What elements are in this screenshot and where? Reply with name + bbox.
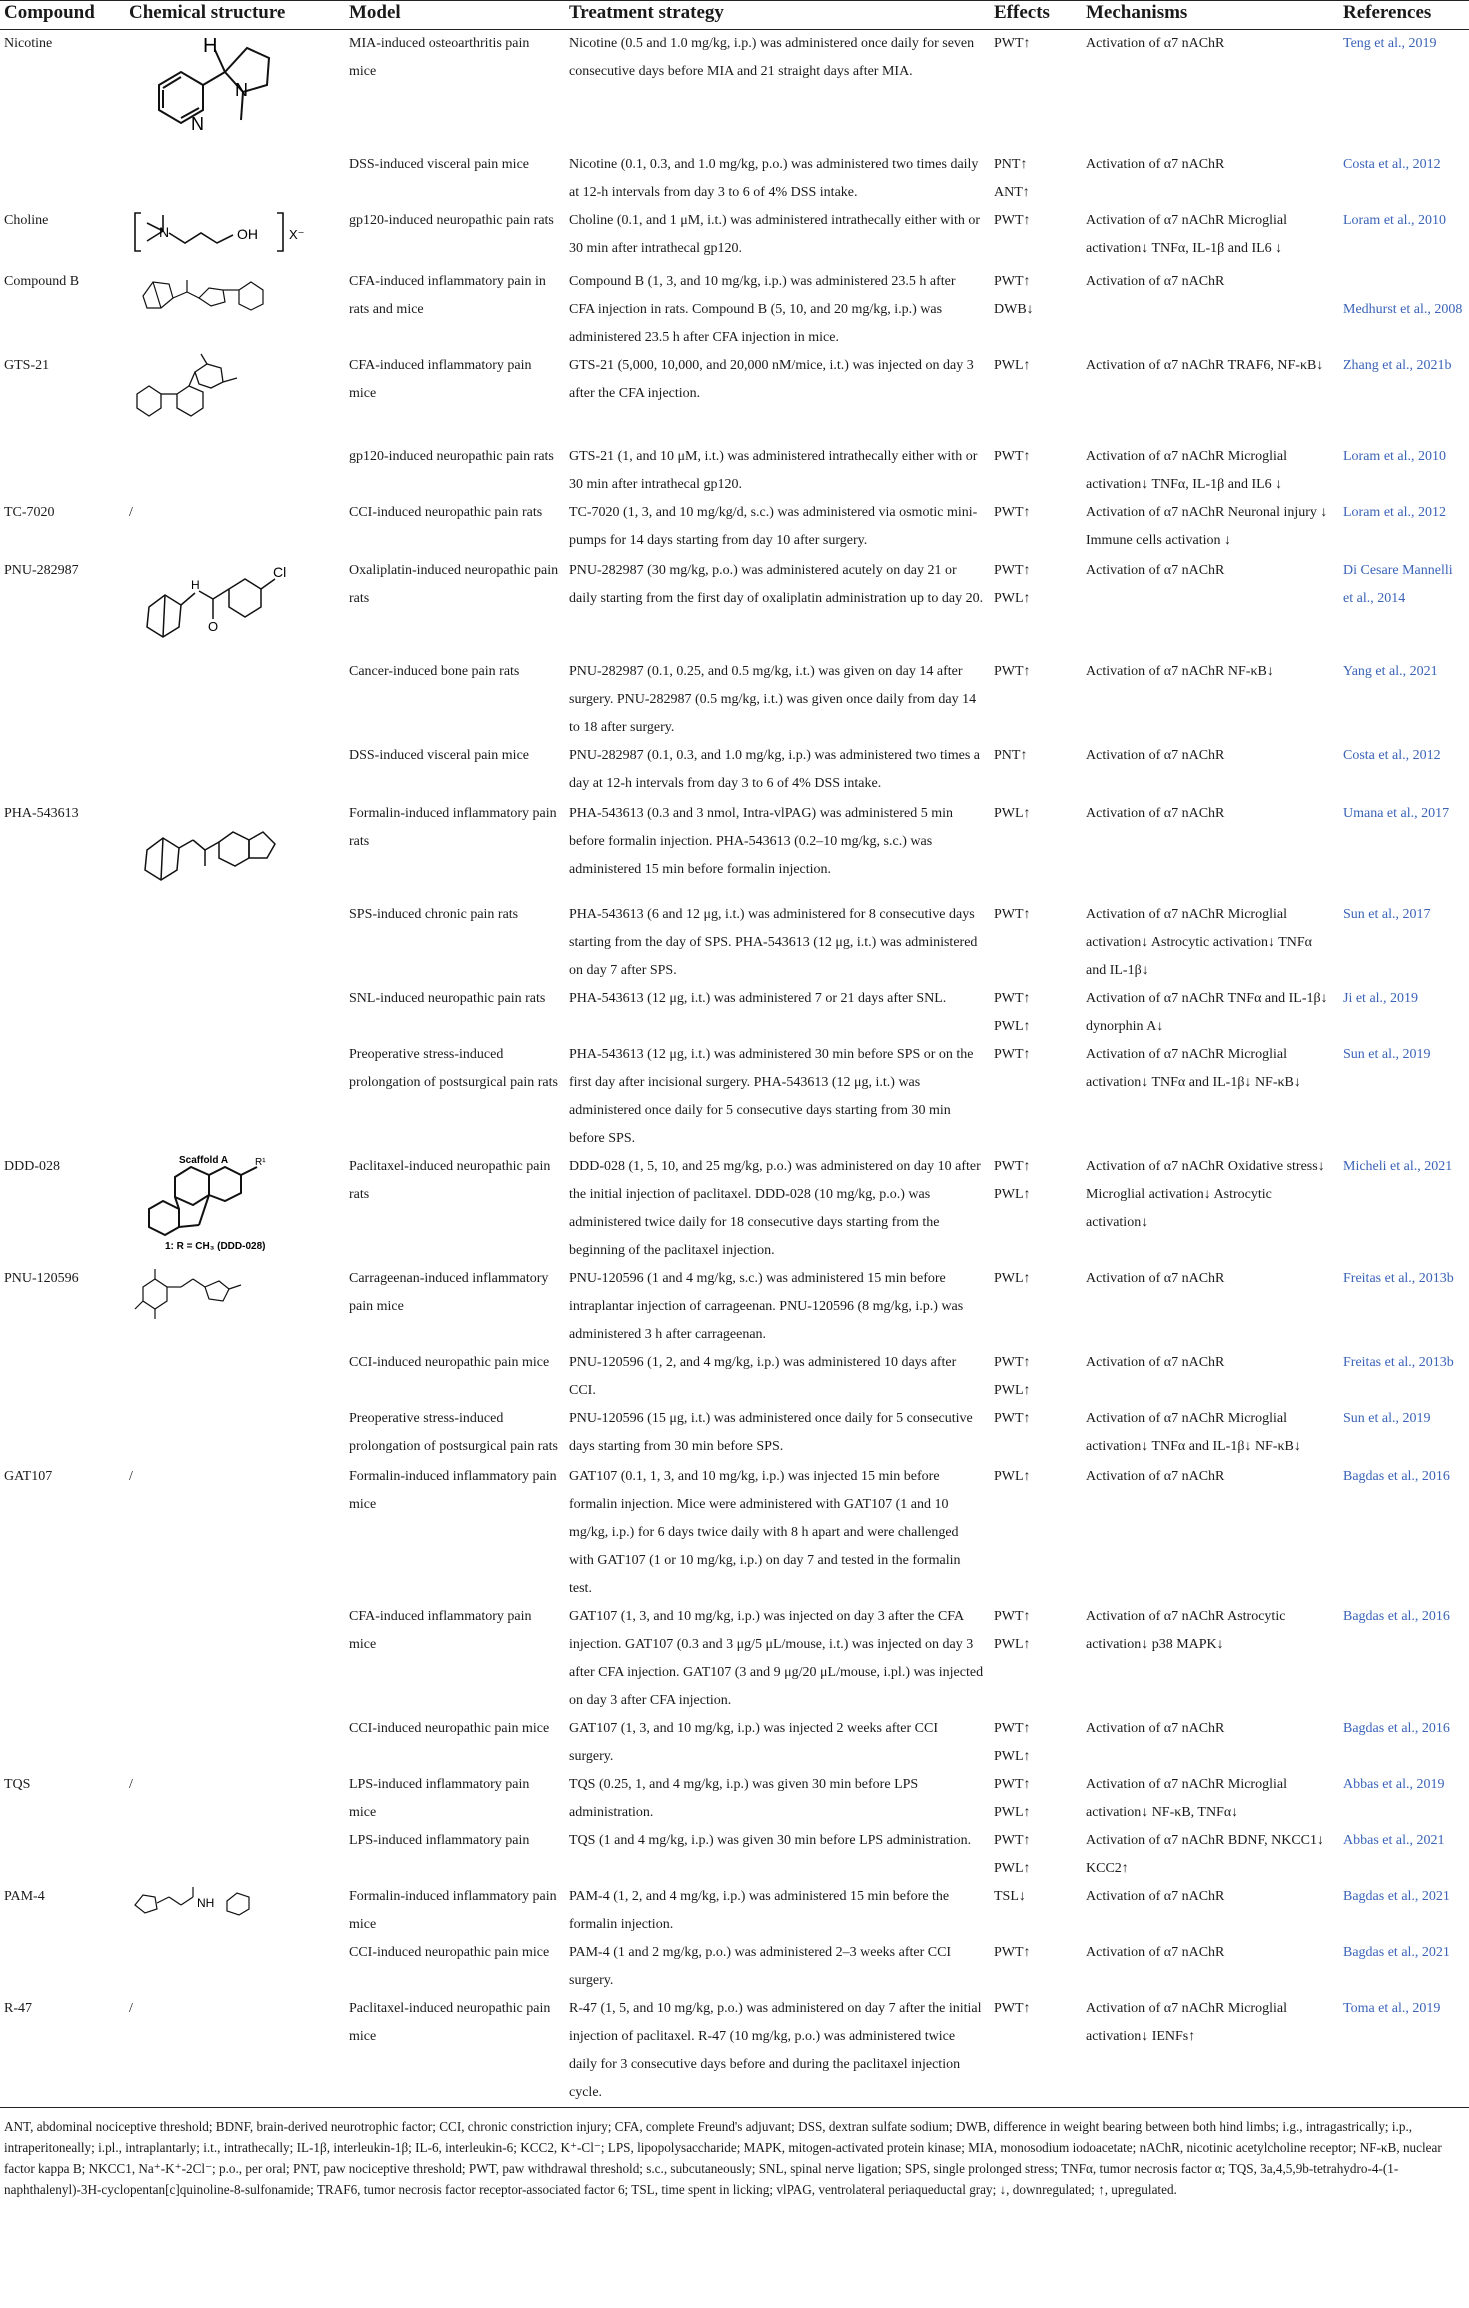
treatment-cell: R-47 (1, 5, and 10 mg/kg, p.o.) was administered on day 7 after the initial injection of paclitaxel. R-47 (10 mg/kg, p.o.) was administered twice daily for 3 consecutive days before and during the paclitaxel injection cycle. <box>569 2001 982 2100</box>
chemical-structure-cell <box>125 1405 345 1463</box>
effects-cell: PWT↑ PWL↑ <box>994 1159 1031 1202</box>
compound-b-structure-drawing <box>129 268 329 318</box>
model-cell: Formalin-induced inflammatory pain mice <box>349 1469 557 1512</box>
table-row <box>0 1995 1469 2107</box>
effects-cell: PWT↑ PWL↑ <box>994 1833 1031 1876</box>
treatment-cell: TQS (0.25, 1, and 4 mg/kg, i.p.) was given 30 min before LPS administration. <box>569 1777 919 1820</box>
table-row <box>0 1771 1469 1827</box>
reference-link[interactable]: Freitas et al., 2013b <box>1343 1271 1454 1286</box>
table-footnote: ANT, abdominal nociceptive threshold; BDNF, brain-derived neurotrophic factor; CCI, chronic constriction injury; CFA, complete Freund's adjuvant; DSS, dextran sulfate sodium; DWB, difference in weight bearing between both hind limbs; i.g., intragastrically; i.p., intraperitoneally; i.pl., intraplantarly; i.t., intrathecally; IL-1β, interleukin-1β; IL-6, interleukin-6; KCC2, K⁺-Cl⁻; LPS, lipopolysaccharide; MAPK, mitogen-activated protein kinase; MIA, monosodium iodoacetate; nAChR, nicotinic acetylcholine receptor; NF-κB, nuclear factor kappa B; NKCC1, Na⁺-K⁺-2Cl⁻; p.o., per oral; PNT, paw nociceptive threshold; PWT, paw withdrawal threshold; s.c., subcutaneously; SNL, spinal nerve ligation; SPS, single prolonged stress; TNFα, tumor necrosis factor α; TQS, 3a,4,5,9b-tetrahydro-4-(1-naphthalenyl)-3H-cyclopentan[c]quinoline-8-sulfonamide; TRAF6, tumor necrosis factor receptor-associated factor 6; TSL, time spent in licking; vlPAG, ventrolateral periaqueductal gray; ↓, downregulated; ↑, upregulated. <box>0 2107 1469 2200</box>
table-row <box>0 1603 1469 1715</box>
pnu-282987-structure-drawing <box>129 557 329 647</box>
table-row <box>0 1463 1469 1603</box>
chemical-structure-cell: / <box>129 505 133 520</box>
effects-cell: PWT↑ <box>994 449 1031 464</box>
mechanisms-cell: Activation of α7 nAChR <box>1086 274 1225 289</box>
table-row <box>0 557 1469 658</box>
effects-cell: PWT↑ <box>994 213 1031 228</box>
table-row <box>0 901 1469 985</box>
ddd-r-label: R¹ <box>255 1157 266 1168</box>
nicotine-h-label: H <box>203 35 218 57</box>
chemical-structure-cell <box>125 207 345 268</box>
effects-cell: PWT↑ <box>994 907 1031 922</box>
table-row <box>0 742 1469 800</box>
model-cell: gp120-induced neuropathic pain rats <box>349 449 554 464</box>
compound-cell <box>0 443 125 499</box>
compound-cell <box>0 1349 125 1405</box>
pam-4-structure-drawing <box>129 1883 329 1923</box>
gts-21-structure-drawing <box>129 352 329 432</box>
table-row <box>0 1265 1469 1349</box>
svg-text:X⁻: X⁻ <box>289 227 305 242</box>
chemical-structure-cell <box>125 1265 345 1349</box>
compound-cell <box>0 1041 125 1153</box>
table-row <box>0 151 1469 207</box>
model-cell: Formalin-induced inflammatory pain mice <box>349 1889 557 1932</box>
chemical-structure-cell <box>125 30 345 152</box>
chemical-structure-cell <box>125 800 345 901</box>
chemical-structure-cell <box>125 1349 345 1405</box>
treatment-cell: DDD-028 (1, 5, 10, and 25 mg/kg, p.o.) was administered on day 10 after the initial injection of paclitaxel. DDD-028 (10 mg/kg, p.o.) was administered twice daily for 18 consecutive days starting from the beginning of the paclitaxel injection. <box>569 1159 981 1258</box>
table-row <box>0 268 1469 352</box>
model-cell: gp120-induced neuropathic pain rats <box>349 213 554 228</box>
nicotine-pyridine-n-label: N <box>191 114 204 134</box>
effects-cell: PWT↑ PWL↑ <box>994 1609 1031 1652</box>
mechanisms-cell: Activation of α7 nAChR <box>1086 1721 1225 1736</box>
table-row <box>0 499 1469 557</box>
table-row <box>0 1153 1469 1265</box>
chemical-structure-cell <box>125 1041 345 1153</box>
model-cell: DSS-induced visceral pain mice <box>349 157 530 172</box>
compound-cell <box>0 985 125 1041</box>
ddd-scaffold-label: Scaffold A <box>179 1155 229 1166</box>
treatment-cell: PNU-120596 (15 μg, i.t.) was administered once daily for 5 consecutive days starting from 30 min before SPS. <box>569 1411 973 1454</box>
mechanisms-cell: Activation of α7 nAChR TRAF6, NF-κB↓ <box>1086 358 1324 373</box>
model-cell: CFA-induced inflammatory pain in rats and mice <box>349 274 546 317</box>
treatment-cell: GTS-21 (1, and 10 μM, i.t.) was administered intrathecally either with or 30 min after intrathecal gp120. <box>569 449 978 492</box>
reference-link[interactable]: Bagdas et al., 2016 <box>1343 1469 1450 1484</box>
compound-cell: TC-7020 <box>4 505 55 520</box>
model-cell: LPS-induced inflammatory pain mice <box>349 1777 530 1820</box>
compound-cell: DDD-028 <box>4 1159 60 1174</box>
mechanisms-cell: Activation of α7 nAChR <box>1086 157 1225 172</box>
model-cell: MIA-induced osteoarthritis pain mice <box>349 36 530 79</box>
effects-cell: PWT↑ <box>994 664 1031 679</box>
treatment-cell: PNU-120596 (1 and 4 mg/kg, s.c.) was administered 15 min before intraplantar injection of carrageenan. PNU-120596 (8 mg/kg, i.p.) was administered 3 h after carrageenan. <box>569 1271 964 1342</box>
table-row <box>0 1349 1469 1405</box>
treatment-cell: PNU-120596 (1, 2, and 4 mg/kg, i.p.) was administered 10 days after CCI. <box>569 1355 957 1398</box>
treatment-cell: Compound B (1, 3, and 10 mg/kg, i.p.) was administered 23.5 h after CFA injection in rats. Compound B (5, 10, and 20 mg/kg, i.p.) was administered 23.5 h after CFA injection in mice. <box>569 274 956 345</box>
chemical-structure-cell <box>125 1715 345 1771</box>
compound-cell <box>0 1603 125 1715</box>
treatment-cell: TC-7020 (1, 3, and 10 mg/kg/d, s.c.) was administered via osmotic mini-pumps for 14 days starting from day 10 after surgery. <box>569 505 978 548</box>
chemical-structure-cell <box>125 1939 345 1995</box>
effects-cell: PWT↑ PWL↑ <box>994 1777 1031 1820</box>
mechanisms-cell: Activation of α7 nAChR Microglial activation↓ Astrocytic activation↓ TNFα and IL-1β↓ <box>1086 907 1312 978</box>
mechanisms-cell: Activation of α7 nAChR <box>1086 1945 1225 1960</box>
svg-text:H: H <box>191 578 200 592</box>
compound-cell <box>0 151 125 207</box>
reference-link[interactable]: Sun et al., 2019 <box>1343 1047 1431 1062</box>
chemical-structure-cell <box>125 985 345 1041</box>
model-cell: CCI-induced neuropathic pain mice <box>349 1355 550 1370</box>
reference-link[interactable]: Loram et al., 2012 <box>1343 505 1447 520</box>
reference-link[interactable]: Micheli et al., 2021 <box>1343 1159 1453 1174</box>
model-cell: Paclitaxel-induced neuropathic pain rats <box>349 1159 551 1202</box>
header-compound: Compound <box>0 1 125 30</box>
ddd-028-structure-drawing <box>129 1153 329 1253</box>
reference-link[interactable]: Costa et al., 2012 <box>1343 157 1441 172</box>
model-cell: DSS-induced visceral pain mice <box>349 748 530 763</box>
effects-cell: PWT↑ <box>994 505 1031 520</box>
ddd-caption: 1: R = CH₃ (DDD-028) <box>165 1241 266 1252</box>
treatment-cell: PHA-543613 (0.3 and 3 nmol, Intra-vlPAG) was administered 5 min before formalin injection. PHA-543613 (0.2–10 mg/kg, s.c.) was administered 15 min before formalin injection. <box>569 806 954 877</box>
compound-cell: TQS <box>4 1777 31 1792</box>
reference-link[interactable]: Umana et al., 2017 <box>1343 806 1450 821</box>
compound-cell <box>0 1827 125 1883</box>
effects-cell: TSL↓ <box>994 1889 1026 1904</box>
model-cell: CCI-induced neuropathic pain mice <box>349 1721 550 1736</box>
compound-cell <box>0 742 125 800</box>
treatment-cell: PNU-282987 (0.1, 0.25, and 0.5 mg/kg, i.t.) was given on day 14 after surgery. PNU-282987 (0.5 mg/kg, i.t.) was given once daily from day 14 to 18 after surgery. <box>569 664 977 735</box>
reference-link[interactable]: Loram et al., 2010 <box>1343 213 1447 228</box>
model-cell: Cancer-induced bone pain rats <box>349 664 520 679</box>
treatment-cell: PHA-543613 (6 and 12 μg, i.t.) was administered for 8 consecutive days starting from the day of SPS. PHA-543613 (12 μg, i.t.) was administered on day 7 after SPS. <box>569 907 978 978</box>
pha-543613-structure-drawing <box>129 800 329 890</box>
header-effects: Effects <box>990 1 1082 30</box>
pnu-282987-cl-label: Cl <box>273 564 287 580</box>
model-cell: SNL-induced neuropathic pain rats <box>349 991 546 1006</box>
table-row <box>0 1939 1469 1995</box>
reference-link[interactable]: Teng et al., 2019 <box>1343 36 1437 51</box>
mechanisms-cell: Activation of α7 nAChR Astrocytic activation↓ p38 MAPK↓ <box>1086 1609 1286 1652</box>
mechanisms-cell: Activation of α7 nAChR Oxidative stress↓ Microglial activation↓ Astrocytic activation↓ <box>1086 1159 1325 1230</box>
treatment-cell: GTS-21 (5,000, 10,000, and 20,000 nM/mice, i.t.) was injected on day 3 after the CFA injection. <box>569 358 974 401</box>
reference-link[interactable]: Toma et al., 2019 <box>1343 2001 1441 2016</box>
table-row <box>0 1041 1469 1153</box>
chemical-structure-cell <box>125 1827 345 1883</box>
effects-cell: PWT↑ <box>994 2001 1031 2016</box>
svg-text:N: N <box>159 224 170 240</box>
pam-4-nh-label: NH <box>197 1896 215 1910</box>
model-cell: CFA-induced inflammatory pain mice <box>349 1609 532 1652</box>
header-row <box>0 1 1469 30</box>
treatment-cell: GAT107 (0.1, 1, 3, and 10 mg/kg, i.p.) was injected 15 min before formalin injection. Mice were administered with GAT107 (1 and 10 mg/kg, i.p.) for 6 days twice daily with 8 h apart and were challenged with GAT107 (1 or 10 mg/kg, i.p.) on day 7 and tested in the formalin test. <box>569 1469 961 1596</box>
header-model: Model <box>345 1 565 30</box>
compound-cell: R-47 <box>4 2001 32 2016</box>
compound-cell: PNU-282987 <box>4 563 79 578</box>
mechanisms-cell: Activation of α7 nAChR Microglial activation↓ TNFα and IL-1β↓ NF-κB↓ <box>1086 1411 1301 1454</box>
reference-link[interactable]: Abbas et al., 2019 <box>1343 1777 1445 1792</box>
mechanisms-cell: Activation of α7 nAChR BDNF, NKCC1↓ KCC2↑ <box>1086 1833 1324 1876</box>
mechanisms-cell: Activation of α7 nAChR <box>1086 1355 1225 1370</box>
chemical-structure-cell <box>125 901 345 985</box>
reference-link[interactable]: Yang et al., 2021 <box>1343 664 1438 679</box>
chemical-structure-cell: / <box>129 1777 133 1792</box>
mechanisms-cell: Activation of α7 nAChR NF-κB↓ <box>1086 664 1274 679</box>
table-row <box>0 1405 1469 1463</box>
effects-cell: PWT↑ PWL↑ <box>994 1721 1031 1764</box>
compound-cell: Choline <box>4 213 49 228</box>
header-mechanisms: Mechanisms <box>1082 1 1339 30</box>
reference-link[interactable]: Costa et al., 2012 <box>1343 748 1441 763</box>
chemical-structure-cell <box>125 742 345 800</box>
chemical-structure-cell <box>125 268 345 352</box>
treatment-cell: PHA-543613 (12 μg, i.t.) was administered 7 or 21 days after SNL. <box>569 991 947 1006</box>
chemical-structure-cell: / <box>129 2001 133 2016</box>
treatment-cell: PNU-282987 (30 mg/kg, p.o.) was administered acutely on day 21 or daily starting from the first day of oxaliplatin administration up to day 20. <box>569 563 984 606</box>
mechanisms-cell: Activation of α7 nAChR <box>1086 1271 1225 1286</box>
compound-cell: GAT107 <box>4 1469 53 1484</box>
compound-cell <box>0 1715 125 1771</box>
header-references: References <box>1339 1 1469 30</box>
treatment-cell: TQS (1 and 4 mg/kg, i.p.) was given 30 min before LPS administration. <box>569 1833 972 1848</box>
effects-cell: PWL↑ <box>994 1469 1031 1484</box>
mechanisms-cell: Activation of α7 nAChR <box>1086 563 1225 578</box>
chemical-structure-cell <box>125 557 345 658</box>
mechanisms-cell: Activation of α7 nAChR Microglial activation↓ IENFs↑ <box>1086 2001 1287 2044</box>
choline-structure-drawing <box>129 207 329 257</box>
chemical-structure-cell: / <box>129 1469 133 1484</box>
reference-link[interactable]: Sun et al., 2019 <box>1343 1411 1431 1426</box>
compound-cell: PNU-120596 <box>4 1271 79 1286</box>
table-row <box>0 352 1469 443</box>
chemical-structure-cell <box>125 1883 345 1939</box>
effects-cell: PWT↑ DWB↓ <box>994 274 1034 317</box>
compound-cell: Compound B <box>4 274 80 289</box>
model-cell: Formalin-induced inflammatory pain rats <box>349 806 557 849</box>
effects-cell: PWT↑ PWL↑ <box>994 563 1031 606</box>
effects-cell: PWT↑ PWL↑ <box>994 991 1031 1034</box>
mechanisms-cell: Activation of α7 nAChR Microglial activation↓ TNFα and IL-1β↓ NF-κB↓ <box>1086 1047 1301 1090</box>
table-row <box>0 1715 1469 1771</box>
effects-cell: PWT↑ PWL↑ <box>994 1355 1031 1398</box>
compound-cell <box>0 901 125 985</box>
header-chemical-structure: Chemical structure <box>125 1 345 30</box>
reference-link[interactable]: Sun et al., 2017 <box>1343 907 1431 922</box>
svg-text:O: O <box>208 619 219 634</box>
treatment-cell: PAM-4 (1 and 2 mg/kg, p.o.) was administered 2–3 weeks after CCI surgery. <box>569 1945 952 1988</box>
compound-cell: PHA-543613 <box>4 806 79 821</box>
model-cell: Preoperative stress-induced prolongation of postsurgical pain rats <box>349 1411 558 1454</box>
model-cell: LPS-induced inflammatory pain <box>349 1833 530 1848</box>
chemical-structure-cell <box>125 352 345 443</box>
table-row <box>0 658 1469 742</box>
reference-link[interactable]: Freitas et al., 2013b <box>1343 1355 1454 1370</box>
chemical-structure-cell <box>125 443 345 499</box>
mechanisms-cell: Activation of α7 nAChR <box>1086 1469 1225 1484</box>
treatment-cell: PNU-282987 (0.1, 0.3, and 1.0 mg/kg, i.p.) was administered two times a day at 12-h intervals from day 3 to 6 of 4% DSS intake. <box>569 748 981 791</box>
effects-cell: PWL↑ <box>994 1271 1031 1286</box>
model-cell: SPS-induced chronic pain rats <box>349 907 519 922</box>
effects-cell: PWT↑ <box>994 36 1031 51</box>
reference-link[interactable]: Bagdas et al., 2016 <box>1343 1721 1450 1736</box>
treatment-cell: PHA-543613 (12 μg, i.t.) was administered 30 min before SPS or on the first day after incisional surgery. PHA-543613 (12 μg, i.t.) was administered once daily for 5 consecutive days starting from 30 min before SPS. <box>569 1047 974 1146</box>
mechanisms-cell: Activation of α7 nAChR Microglial activation↓ TNFα, IL-1β and IL6 ↓ <box>1086 213 1287 256</box>
compound-cell: Nicotine <box>4 36 53 51</box>
mechanisms-cell: Activation of α7 nAChR <box>1086 748 1225 763</box>
model-cell: CFA-induced inflammatory pain mice <box>349 358 532 401</box>
model-cell: Carrageenan-induced inflammatory pain mice <box>349 1271 549 1314</box>
pnu-120596-structure-drawing <box>129 1265 329 1325</box>
chemical-structure-cell <box>125 151 345 207</box>
mechanisms-cell: Activation of α7 nAChR <box>1086 36 1225 51</box>
reference-link[interactable]: Ji et al., 2019 <box>1343 991 1419 1006</box>
effects-cell: PWT↑ <box>994 1411 1031 1426</box>
table-row <box>0 800 1469 901</box>
nicotine-n-label: N <box>235 80 248 100</box>
effects-cell: PWL↑ <box>994 806 1031 821</box>
model-cell: CCI-induced neuropathic pain rats <box>349 505 543 520</box>
effects-cell: PWL↑ <box>994 358 1031 373</box>
effects-cell: PWT↑ <box>994 1047 1031 1062</box>
chemical-structure-cell <box>125 1153 345 1265</box>
treatment-cell: Nicotine (0.5 and 1.0 mg/kg, i.p.) was administered once daily for seven consecutive days before MIA and 21 straight days after MIA. <box>569 36 975 79</box>
table-row <box>0 207 1469 268</box>
treatment-cell: GAT107 (1, 3, and 10 mg/kg, i.p.) was injected 2 weeks after CCI surgery. <box>569 1721 938 1764</box>
model-cell: CCI-induced neuropathic pain mice <box>349 1945 550 1960</box>
svg-text:OH: OH <box>237 226 258 242</box>
model-cell: Oxaliplatin-induced neuropathic pain rats <box>349 563 559 606</box>
effects-cell: PWT↑ <box>994 1945 1031 1960</box>
nicotine-structure-drawing <box>129 30 329 140</box>
model-cell: Paclitaxel-induced neuropathic pain mice <box>349 2001 551 2044</box>
mechanisms-cell: Activation of α7 nAChR Microglial activation↓ TNFα, IL-1β and IL6 ↓ <box>1086 449 1287 492</box>
reference-link[interactable]: Abbas et al., 2021 <box>1343 1833 1445 1848</box>
chemical-structure-cell <box>125 1603 345 1715</box>
mechanisms-cell: Activation of α7 nAChR Neuronal injury ↓ Immune cells activation ↓ <box>1086 505 1328 548</box>
treatment-cell: Choline (0.1, and 1 μM, i.t.) was administered intrathecally either with or 30 min after intrathecal gp120. <box>569 213 981 256</box>
reference-link[interactable]: Bagdas et al., 2021 <box>1343 1945 1450 1960</box>
reference-link[interactable]: Loram et al., 2010 <box>1343 449 1447 464</box>
reference-link[interactable]: Zhang et al., 2021b <box>1343 358 1452 373</box>
table-row <box>0 443 1469 499</box>
chemical-structure-cell <box>125 658 345 742</box>
table-row <box>0 1827 1469 1883</box>
treatment-cell: Nicotine (0.1, 0.3, and 1.0 mg/kg, p.o.) was administered two times daily at 12-h intervals from day 3 to 6 of 4% DSS intake. <box>569 157 979 200</box>
compound-cell: PAM-4 <box>4 1889 45 1904</box>
reference-link[interactable]: Medhurst et al., 2008 <box>1343 302 1463 317</box>
mechanisms-cell: Activation of α7 nAChR <box>1086 1889 1225 1904</box>
compound-cell <box>0 1939 125 1995</box>
reference-link[interactable]: Di Cesare Mannelli et al., 2014 <box>1343 563 1453 606</box>
effects-cell: PNT↑ ANT↑ <box>994 157 1030 200</box>
effects-cell: PNT↑ <box>994 748 1028 763</box>
reference-link[interactable]: Bagdas et al., 2016 <box>1343 1609 1450 1624</box>
table-row <box>0 985 1469 1041</box>
treatment-cell: GAT107 (1, 3, and 10 mg/kg, i.p.) was injected on day 3 after the CFA injection. GAT107 (0.3 and 3 μg/5 μL/mouse, i.t.) was injected on day 3 after CFA injection. GAT107 (3 and 9 μg/20 μL/mouse, i.pl.) was injected on day 3 after CFA injection. <box>569 1609 984 1708</box>
table-row <box>0 1883 1469 1939</box>
table-row <box>0 30 1469 152</box>
mechanisms-cell: Activation of α7 nAChR <box>1086 806 1225 821</box>
compound-cell: GTS-21 <box>4 358 50 373</box>
model-cell: Preoperative stress-induced prolongation of postsurgical pain rats <box>349 1047 558 1090</box>
reference-link[interactable]: Bagdas et al., 2021 <box>1343 1889 1450 1904</box>
compound-cell <box>0 1405 125 1463</box>
mechanisms-cell: Activation of α7 nAChR Microglial activation↓ NF-κB, TNFα↓ <box>1086 1777 1287 1820</box>
header-treatment-strategy: Treatment strategy <box>565 1 990 30</box>
compound-cell <box>0 658 125 742</box>
treatment-cell: PAM-4 (1, 2, and 4 mg/kg, i.p.) was administered 15 min before the formalin injection. <box>569 1889 950 1932</box>
mechanisms-cell: Activation of α7 nAChR TNFα and IL-1β↓ dynorphin A↓ <box>1086 991 1328 1034</box>
